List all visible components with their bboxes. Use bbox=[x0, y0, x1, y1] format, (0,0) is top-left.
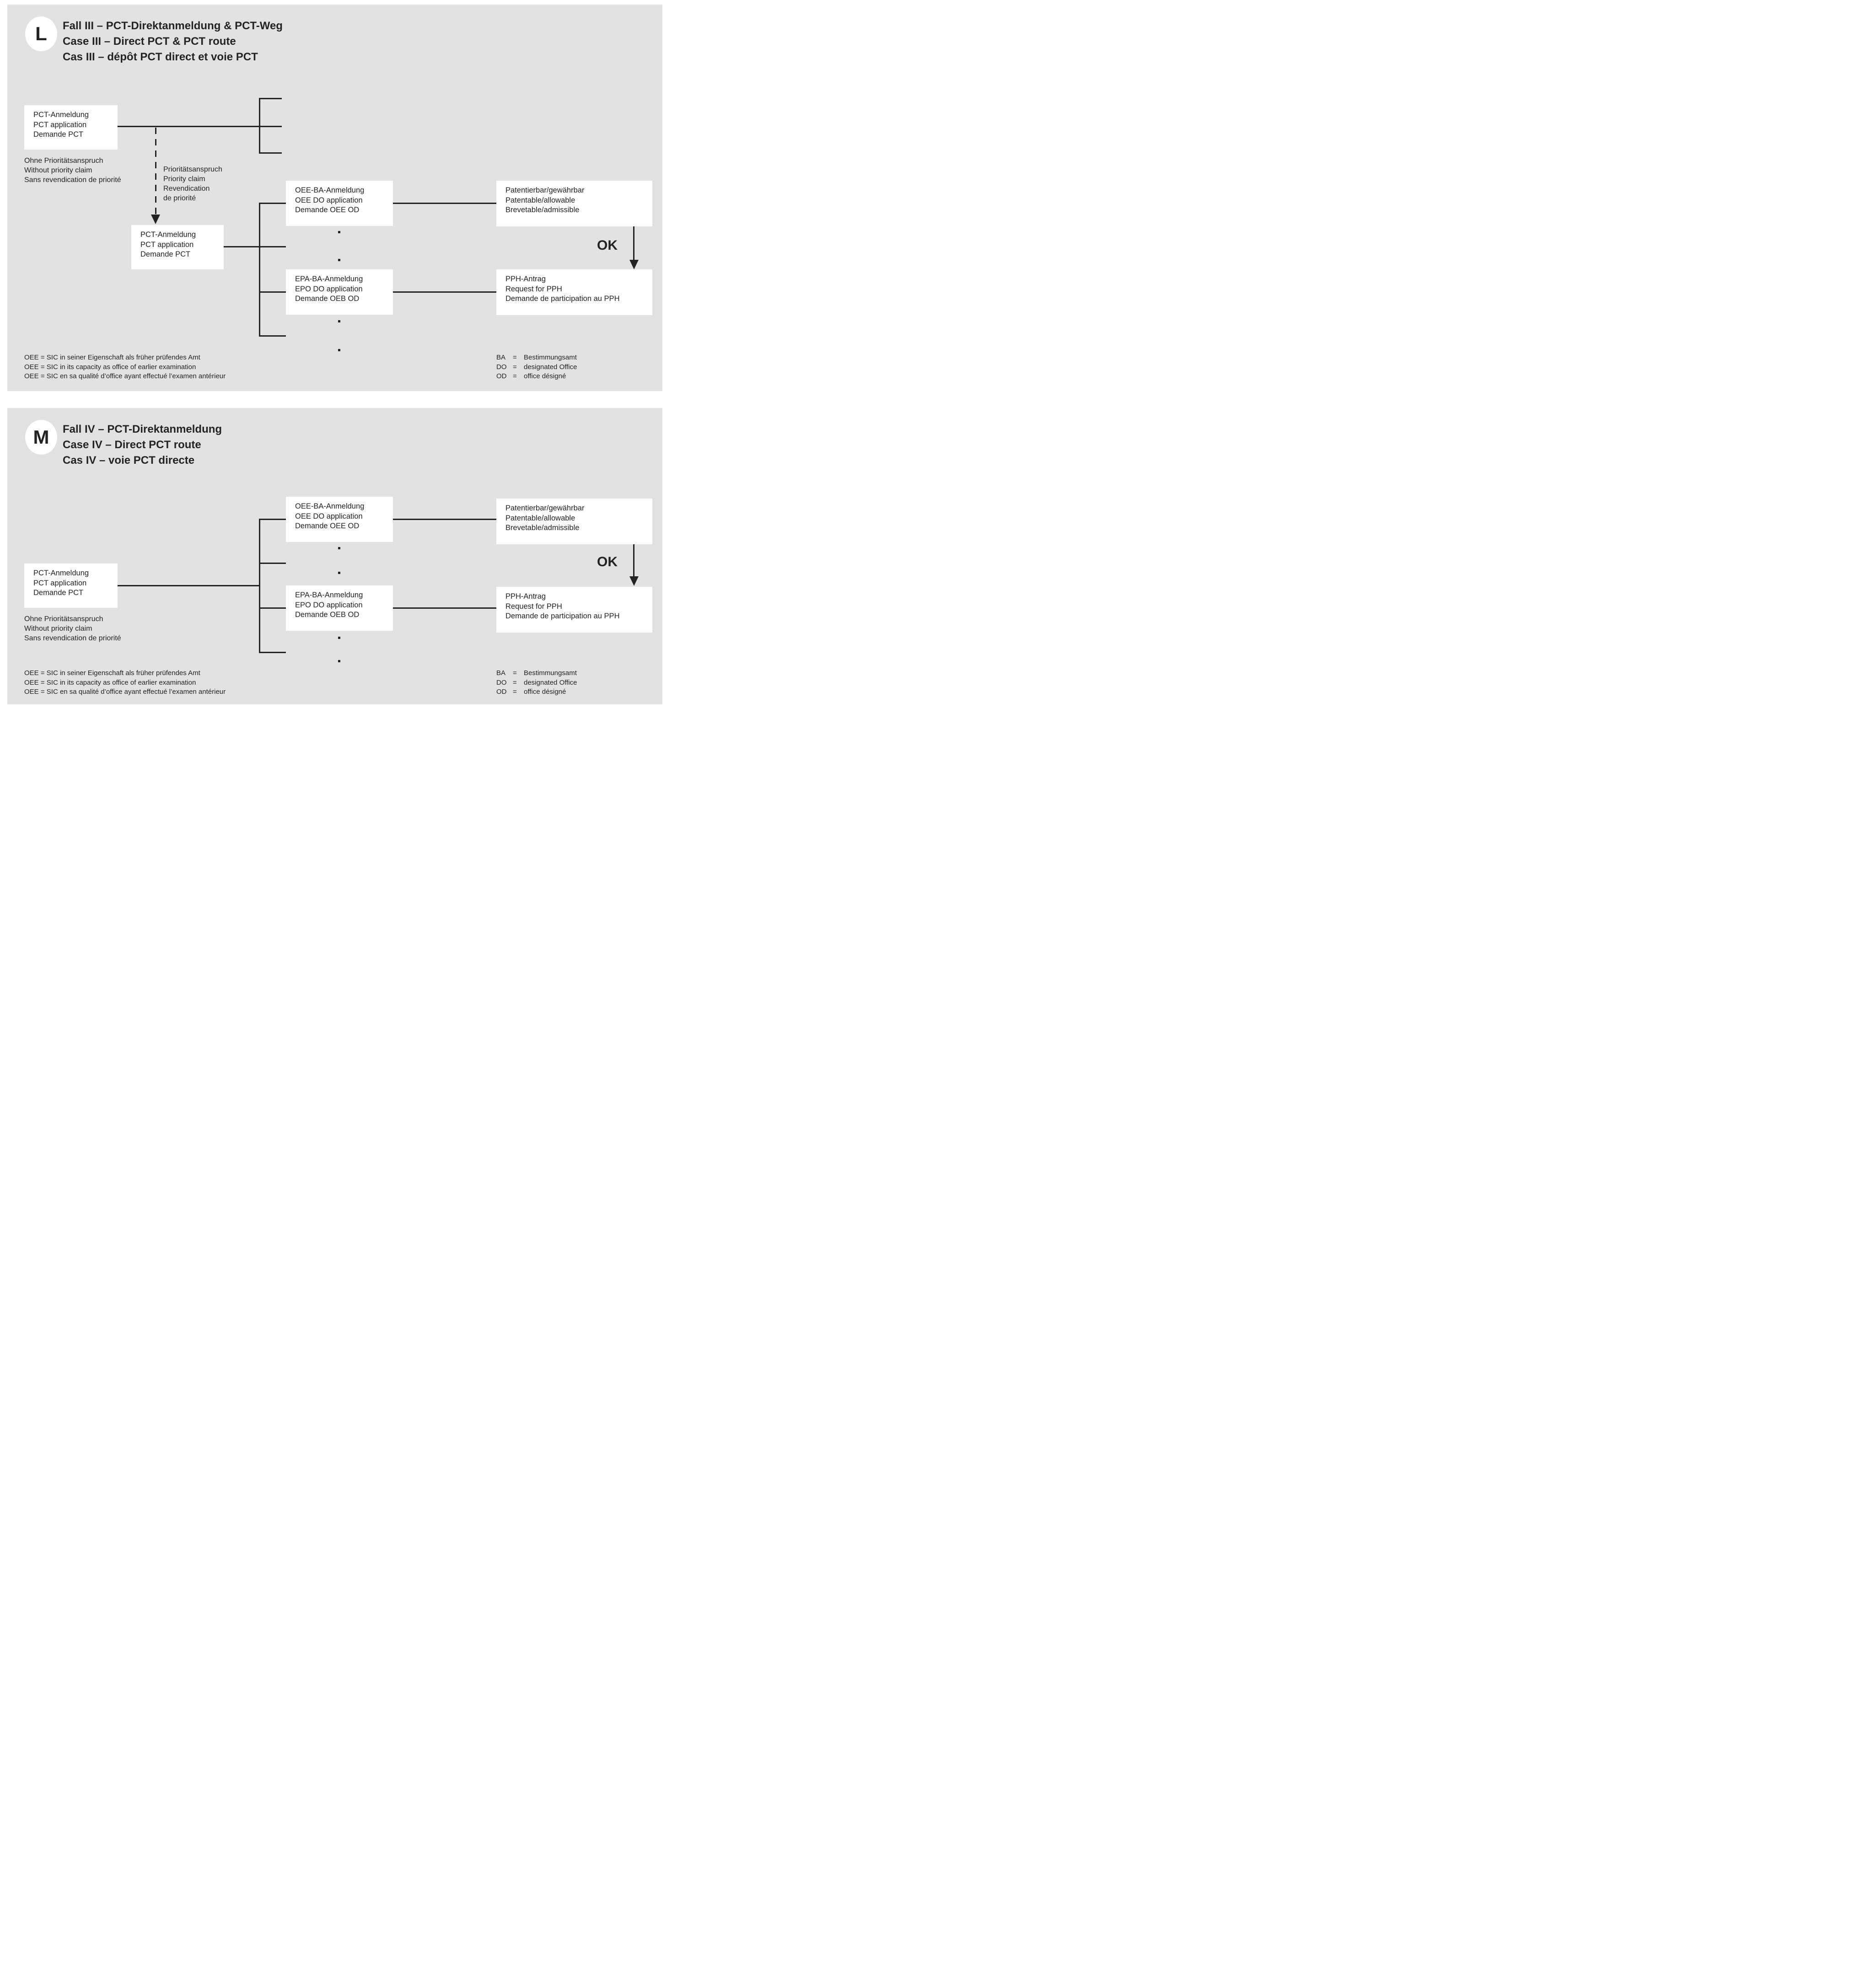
fork-stub bbox=[259, 203, 286, 204]
without-priority-fr: Sans revendication de priorité bbox=[24, 176, 121, 184]
legend-row-ba bbox=[496, 353, 577, 363]
badge-letter-m: M bbox=[33, 426, 49, 448]
pph-request-box-l bbox=[496, 269, 652, 315]
pct-box-2-line-de: PCT-Anmeldung bbox=[140, 231, 196, 239]
legend-abbr-ba: BA bbox=[496, 354, 506, 361]
without-priority-de: Ohne Prioritätsanspruch bbox=[24, 157, 103, 165]
arrowhead-down-icon bbox=[629, 260, 639, 269]
legend-eq: = bbox=[513, 688, 517, 696]
oee-box-m-line-en: OEE DO application bbox=[295, 512, 363, 520]
fork-stub bbox=[259, 335, 286, 337]
arrowhead-down-icon bbox=[151, 215, 160, 224]
fork-stub bbox=[259, 152, 282, 154]
patentable-line-fr: Brevetable/admissible bbox=[505, 206, 580, 214]
pph-line-de: PPH-Antrag bbox=[505, 275, 546, 283]
ellipsis-dot bbox=[338, 572, 340, 574]
connector-line bbox=[224, 246, 286, 247]
oee-do-application-box-l bbox=[286, 181, 393, 226]
connector-line bbox=[118, 126, 282, 127]
pct-box-m-line-en: PCT application bbox=[33, 579, 87, 587]
ellipsis-dot bbox=[338, 349, 340, 351]
legend-def-do: designated Office bbox=[524, 363, 577, 371]
ellipsis-dot bbox=[338, 547, 340, 549]
epa-box-m-line-fr: Demande OEB OD bbox=[295, 611, 360, 619]
pph-m-line-de: PPH-Antrag bbox=[505, 592, 546, 601]
pct-flow-diagram bbox=[0, 0, 670, 710]
patentable-line-en: Patentable/allowable bbox=[505, 196, 575, 204]
pct-box-1-line-fr: Demande PCT bbox=[33, 130, 84, 139]
epo-do-application-box-l bbox=[286, 269, 393, 315]
ellipsis-dot bbox=[338, 320, 340, 322]
legend-oee-m bbox=[24, 669, 226, 697]
pct-application-box-m bbox=[24, 563, 118, 608]
fork-stub bbox=[259, 519, 286, 520]
epa-box-line-en: EPO DO application bbox=[295, 284, 363, 293]
ellipsis-dot bbox=[338, 231, 340, 233]
priority-claim-en: Priority claim bbox=[163, 175, 205, 183]
priority-claim-label bbox=[163, 165, 222, 203]
fork-stub bbox=[259, 607, 286, 609]
without-priority-caption-m bbox=[24, 614, 121, 643]
ok-arrow-line-l bbox=[633, 226, 634, 260]
priority-claim-fr-2: de priorité bbox=[163, 194, 196, 202]
pph-line-en: Request for PPH bbox=[505, 284, 562, 293]
title-case-3-de: Fall III – PCT-Direktanmeldung & PCT-Weg bbox=[63, 20, 283, 32]
patentable-box-m bbox=[496, 499, 652, 544]
fork-stub bbox=[259, 98, 282, 99]
ellipsis-dot bbox=[338, 637, 340, 639]
legend-row-od bbox=[496, 372, 577, 381]
ellipsis-dot bbox=[338, 259, 340, 261]
legend-oee-de: OEE = SIC in seiner Eigenschaft als früher prüfendes Amt bbox=[24, 354, 200, 361]
patentable-line-de: Patentierbar/gewährbar bbox=[505, 186, 585, 194]
fork-spine bbox=[259, 203, 260, 337]
legend-def-od: office désigné bbox=[524, 372, 566, 380]
epa-box-m-line-de: EPA-BA-Anmeldung bbox=[295, 591, 363, 599]
fork-spine bbox=[259, 98, 260, 154]
pct-box-2-line-fr: Demande PCT bbox=[140, 250, 191, 258]
oee-do-application-box-m bbox=[286, 497, 393, 542]
without-priority-en: Without priority claim bbox=[24, 166, 92, 174]
legend-abbr-ba: BA bbox=[496, 669, 506, 677]
title-case-3 bbox=[63, 18, 283, 65]
fork-stub bbox=[259, 652, 286, 653]
legend-row-do bbox=[496, 678, 577, 688]
epa-box-line-de: EPA-BA-Anmeldung bbox=[295, 275, 363, 283]
ok-label-m: OK bbox=[597, 554, 618, 569]
pph-request-box-m bbox=[496, 587, 652, 633]
oee-box-line-de: OEE-BA-Anmeldung bbox=[295, 186, 365, 194]
arrowhead-down-icon bbox=[629, 576, 639, 586]
epa-box-m-line-en: EPO DO application bbox=[295, 601, 363, 609]
priority-claim-de: Prioritätsanspruch bbox=[163, 166, 222, 173]
without-priority-m-de: Ohne Prioritätsanspruch bbox=[24, 615, 103, 623]
ok-arrow-line-m bbox=[633, 544, 634, 577]
without-priority-caption-l bbox=[24, 156, 121, 185]
legend-oee-fr: OEE = SIC en sa qualité d’office ayant effectué l’examen antérieur bbox=[24, 372, 226, 380]
dashed-arrow-line bbox=[155, 128, 156, 215]
pct-application-box-2 bbox=[131, 225, 224, 269]
legend-eq: = bbox=[513, 363, 517, 371]
pct-box-m-line-de: PCT-Anmeldung bbox=[33, 569, 89, 577]
title-case-4-fr: Cas IV – voie PCT directe bbox=[63, 454, 195, 467]
without-priority-m-fr: Sans revendication de priorité bbox=[24, 634, 121, 642]
patentable-box-l bbox=[496, 181, 652, 226]
connector-line bbox=[393, 291, 496, 293]
legend-eq: = bbox=[513, 669, 517, 677]
fork-stub bbox=[259, 291, 286, 293]
ok-label-l: OK bbox=[597, 238, 618, 253]
pct-application-box-1 bbox=[24, 105, 118, 150]
legend-def-ba: Bestimmungsamt bbox=[524, 669, 577, 677]
patentable-m-line-fr: Brevetable/admissible bbox=[505, 524, 580, 532]
legend-abbr-l bbox=[496, 353, 577, 381]
priority-claim-fr-1: Revendication bbox=[163, 185, 210, 193]
section-badge-m bbox=[25, 420, 57, 455]
legend-row-od bbox=[496, 687, 577, 697]
epo-do-application-box-m bbox=[286, 585, 393, 631]
connector-line bbox=[393, 519, 496, 520]
legend-abbr-od: OD bbox=[496, 372, 507, 380]
connector-line bbox=[393, 607, 496, 609]
legend-oee-m-fr: OEE = SIC en sa qualité d’office ayant effectué l’examen antérieur bbox=[24, 688, 226, 696]
legend-eq: = bbox=[513, 678, 517, 687]
legend-oee-en: OEE = SIC in its capacity as office of earlier examination bbox=[24, 363, 196, 371]
legend-eq: = bbox=[513, 354, 517, 361]
oee-box-line-en: OEE DO application bbox=[295, 196, 363, 204]
pct-box-2-line-en: PCT application bbox=[140, 240, 194, 249]
connector-line bbox=[393, 203, 496, 204]
fork-spine bbox=[259, 519, 260, 653]
legend-oee-m-en: OEE = SIC in its capacity as office of earlier examination bbox=[24, 678, 196, 687]
patentable-m-line-en: Patentable/allowable bbox=[505, 514, 575, 522]
pct-box-1-line-en: PCT application bbox=[33, 120, 87, 129]
legend-def-ba: Bestimmungsamt bbox=[524, 354, 577, 361]
title-case-3-fr: Cas III – dépôt PCT direct et voie PCT bbox=[63, 51, 258, 63]
section-badge-l bbox=[25, 16, 57, 51]
oee-box-line-fr: Demande OEE OD bbox=[295, 206, 360, 214]
legend-abbr-do: DO bbox=[496, 678, 507, 687]
without-priority-m-en: Without priority claim bbox=[24, 625, 92, 633]
pct-box-1-line-de: PCT-Anmeldung bbox=[33, 111, 89, 119]
connector-line bbox=[118, 585, 260, 586]
legend-eq: = bbox=[513, 372, 517, 380]
title-case-3-en: Case III – Direct PCT & PCT route bbox=[63, 35, 236, 48]
legend-row-ba bbox=[496, 669, 577, 678]
pct-box-m-line-fr: Demande PCT bbox=[33, 589, 84, 597]
pph-line-fr: Demande de participation au PPH bbox=[505, 295, 620, 303]
ellipsis-dot bbox=[338, 660, 340, 662]
legend-def-do: designated Office bbox=[524, 678, 577, 687]
legend-row-do bbox=[496, 363, 577, 372]
pph-m-line-en: Request for PPH bbox=[505, 602, 562, 611]
pph-m-line-fr: Demande de participation au PPH bbox=[505, 612, 620, 620]
epa-box-line-fr: Demande OEB OD bbox=[295, 295, 360, 303]
title-case-4 bbox=[63, 422, 222, 468]
legend-oee-l bbox=[24, 353, 226, 381]
fork-stub bbox=[259, 563, 286, 564]
title-case-4-en: Case IV – Direct PCT route bbox=[63, 439, 201, 451]
patentable-m-line-de: Patentierbar/gewährbar bbox=[505, 504, 585, 512]
oee-box-m-line-fr: Demande OEE OD bbox=[295, 522, 360, 530]
oee-box-m-line-de: OEE-BA-Anmeldung bbox=[295, 502, 365, 510]
badge-letter-l: L bbox=[35, 23, 47, 44]
legend-abbr-m bbox=[496, 669, 577, 697]
legend-oee-m-de: OEE = SIC in seiner Eigenschaft als früher prüfendes Amt bbox=[24, 669, 200, 677]
legend-def-od: office désigné bbox=[524, 688, 566, 696]
legend-abbr-od: OD bbox=[496, 688, 507, 696]
title-case-4-de: Fall IV – PCT-Direktanmeldung bbox=[63, 423, 222, 435]
legend-abbr-do: DO bbox=[496, 363, 507, 371]
